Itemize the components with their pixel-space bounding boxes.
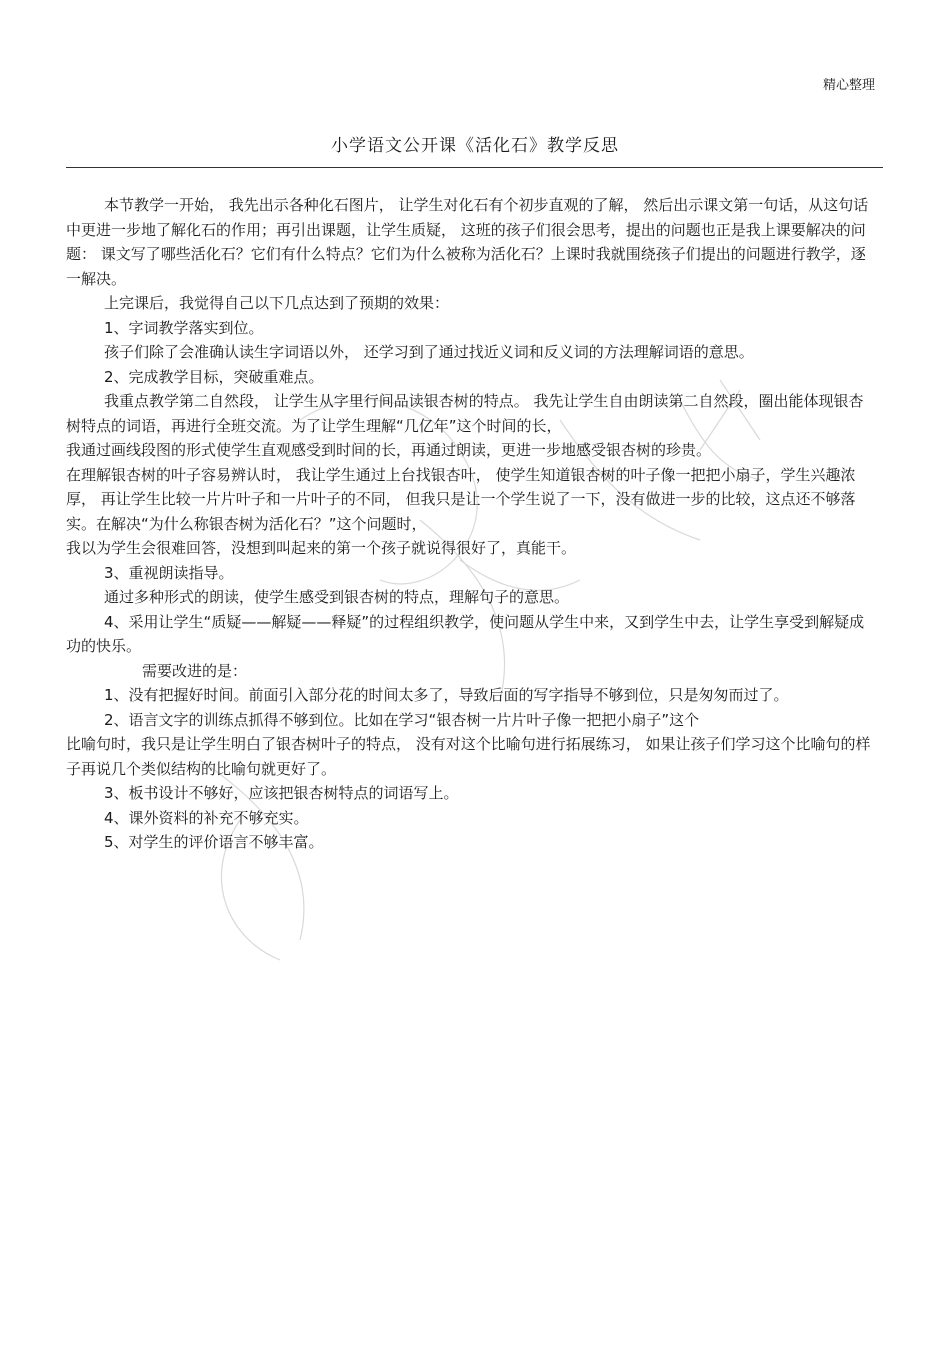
list-item: 1、没有把握好时间。前面引入部分花的时间太多了，导致后面的写字指导不够到位，只是匆匆而过了。 [104,686,789,704]
paragraph: 在理解银杏树的叶子容易辨认时， 我让学生通过上台找银杏叶， 使学生知道银杏树的叶子像一把把小扇子，学生兴趣浓厚， 再让学生比较一片片叶子和一片叶子的不同， 但我只是让一个学生说了一下，没有做进一步的比较，这点还不够落实。在解决“为什么称银杏树为活化石？”这个问题时， [66,465,856,533]
paragraph: 我重点教学第二自然段， 让学生从字里行间品读银杏树的特点。 我先让学生自由朗读第二自然段，圈出能体现银杏树特点的词语，再进行全班交流。为了让学生理解“几亿年”这个时间的长， [66,392,864,435]
paragraph: 通过多种形式的朗读，使学生感受到银杏树的特点，理解句子的意思。 [104,588,570,606]
title-divider [66,167,883,168]
paragraph: 孩子们除了会准确认读生字词语以外， 还学习到了通过找近义词和反义词的方法理解词语的意思。 [104,343,754,361]
paragraph: 我以为学生会很难回答，没想到叫起来的第一个孩子就说得很好了，真能干。 [66,539,577,557]
document-body [66,193,878,855]
section-heading: 需要改进的是： [142,661,248,680]
list-item: 3、重视朗读指导。 [104,563,234,582]
paragraph: 我通过画线段图的形式使学生直观感受到时间的长，再通过朗读，更进一步地感受银杏树的珍贵。 [66,441,712,459]
list-item: 2、完成教学目标，突破重难点。 [104,367,324,386]
header-note: 精心整理 [822,78,875,93]
list-item: 2、语言文字的训练点抓得不够到位。比如在学习“银杏树一片片叶子像一把把小扇子”这个 [104,710,700,729]
list-item: 3、板书设计不够好，应该把银杏树特点的词语写上。 [104,784,459,802]
list-item: 4、采用让学生“质疑——解疑——释疑”的过程组织教学，使问题从学生中来，又到学生中去，让学生享受到解疑成功的快乐。 [66,612,865,655]
document-title: 小学语文公开课《活化石》教学反思 [331,136,619,156]
paragraph: 比喻句时，我只是让学生明白了银杏树叶子的特点， 没有对这个比喻句进行拓展练习， 如果让孩子们学习这个比喻句的样子再说几个类似结构的比喻句就更好了。 [66,735,871,778]
paragraph: 上完课后，我觉得自己以下几点达到了预期的效果： [104,294,450,312]
paragraph: 本节教学一开始， 我先出示各种化石图片， 让学生对化石有个初步直观的了解， 然后出示课文第一句话，从这句话中更进一步地了解化石的作用；再引出课题，让学生质疑， 这班的孩子们很会思考，提出的问题也正是我上课要解决的问题： 课文写了哪些活化石？它们有什么特点？它们为什么被称为活化石？上课时我就围绕孩子们提出的问题进行教学，逐一解决。 [66,196,869,288]
list-item: 4、课外资料的补充不够充实。 [104,808,309,827]
list-item: 5、对学生的评价语言不够丰富。 [104,833,324,851]
list-item: 1、字词教学落实到位。 [104,318,264,337]
